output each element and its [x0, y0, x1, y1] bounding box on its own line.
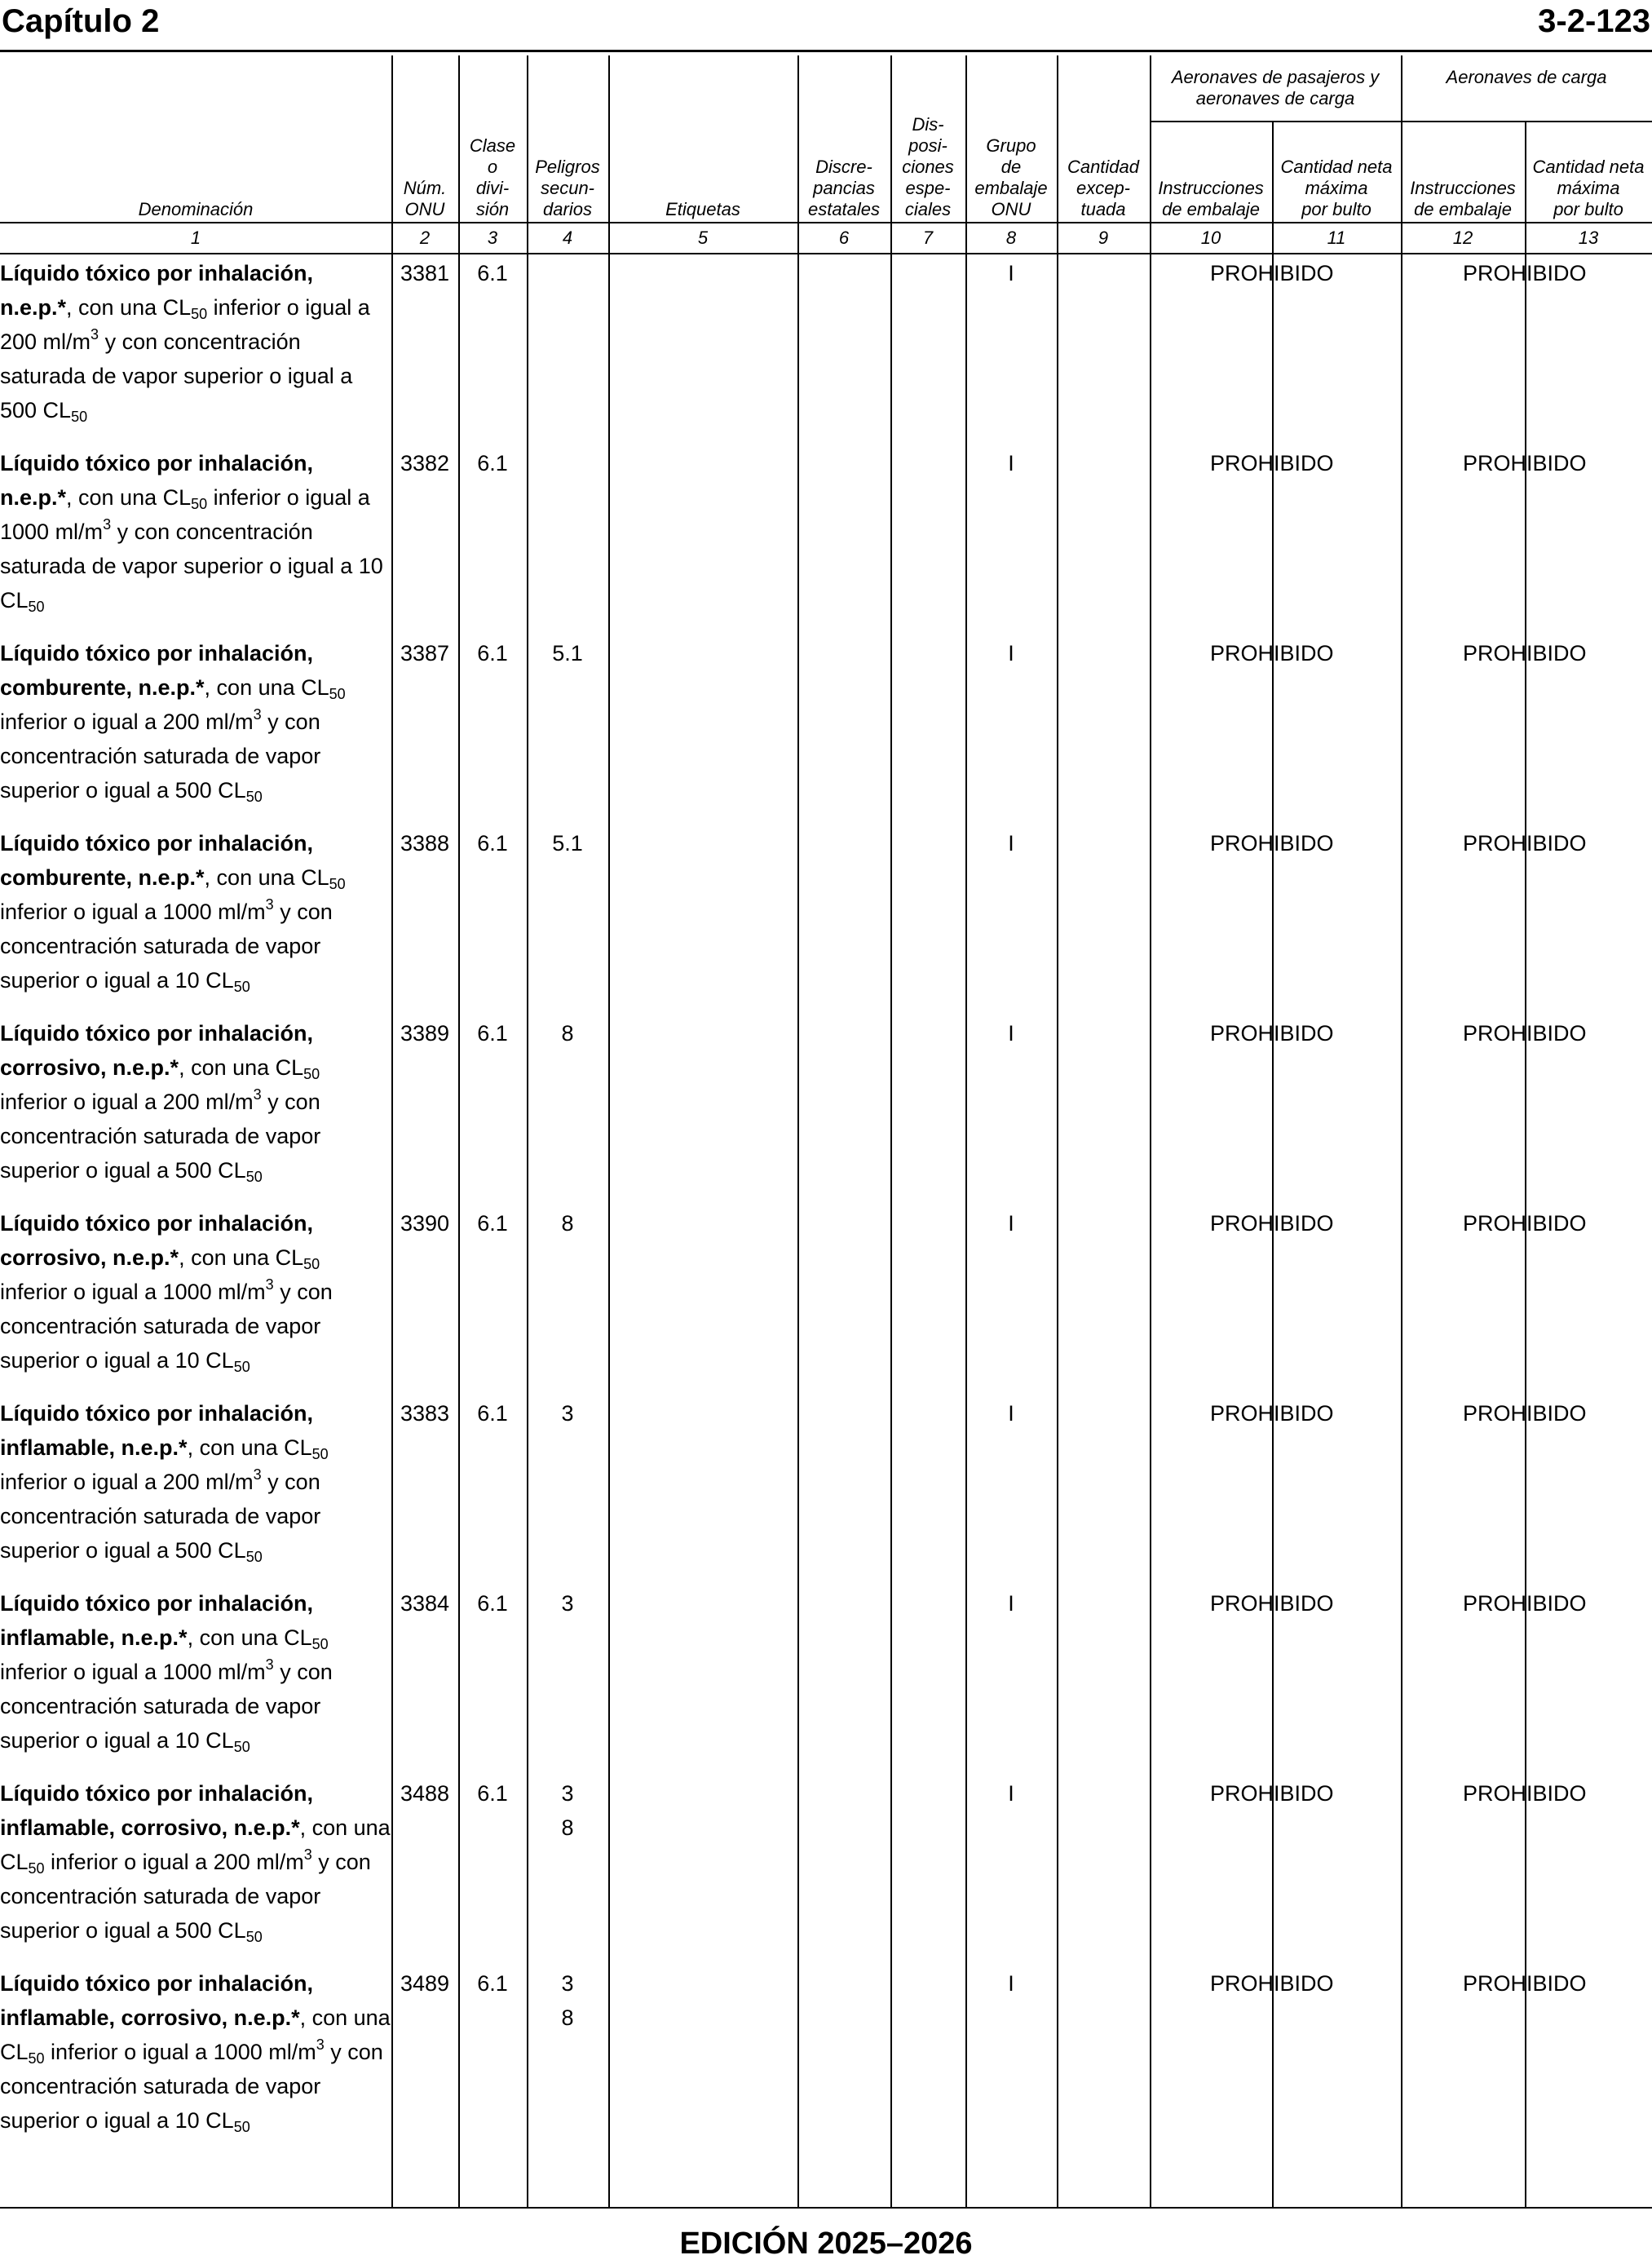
class-cell: 6.1	[477, 1971, 508, 1996]
denominacion-detail: , con una $CL_{50}$ inferior o igual a 200 $ml/m^3$ y con concentración saturada de vapor superior o igual a 500 $CL_{50}$	[0, 295, 370, 425]
table-row	[0, 1206, 1652, 1396]
class-cell: 6.1	[477, 1591, 508, 1616]
denominacion-cell	[0, 1776, 391, 1948]
col-number-9: 9	[1098, 228, 1109, 248]
denominacion-cell	[0, 256, 391, 427]
denominacion-cell	[0, 1016, 391, 1187]
col-header-cantidad-exceptuada: Cantidad excep- tuada	[1067, 157, 1140, 219]
col-header-etiquetas: Etiquetas	[665, 199, 740, 219]
un-number-cell: 3384	[400, 1591, 450, 1616]
cargo-aircraft-status: PROHIBIDO	[1463, 831, 1587, 856]
class-cell: 6.1	[477, 1401, 508, 1426]
packing-group-cell: I	[1008, 1401, 1014, 1426]
col-number-1: 1	[190, 228, 201, 248]
un-number-cell: 3382	[400, 451, 450, 475]
denominacion-name: Líquido tóxico por inhalación, comburente, n.e.p.*	[0, 831, 313, 890]
denominacion-detail: , con una $CL_{50}$ inferior o igual a 1000 $ml/m^3$ y con concentración saturada de vapor superior o igual a 10 $CL_{50}$	[0, 2005, 391, 2135]
subsidiary-hazard-1: 3	[561, 1591, 574, 1616]
subsidiary-hazard-1: 3	[561, 1971, 574, 1996]
class-cell: 6.1	[477, 831, 508, 856]
denominacion-detail: , con una $CL_{50}$ inferior o igual a 1000 $ml/m^3$ y con concentración saturada de vapor superior o igual a 10 $CL_{50}$	[0, 485, 383, 615]
class-cell: 6.1	[477, 261, 508, 285]
un-number-cell: 3388	[400, 831, 450, 856]
denominacion-cell	[0, 1966, 391, 2138]
un-number-cell: 3381	[400, 261, 450, 285]
packing-group-cell: I	[1008, 1021, 1014, 1046]
packing-group-cell: I	[1008, 1781, 1014, 1806]
col-header-disposiciones: Dis- posi- ciones espe- ciales	[902, 114, 954, 219]
table-row	[0, 1776, 1652, 1966]
subsidiary-hazard-cell	[527, 1966, 608, 2035]
col-number-2: 2	[419, 228, 431, 248]
col-header-num-onu: Núm. ONU	[403, 178, 447, 219]
group-passenger-aircraft: Aeronaves de pasajeros y aeronaves de carga	[1171, 67, 1380, 108]
col-number-8: 8	[1005, 228, 1017, 248]
subsidiary-hazard-cell	[527, 1016, 608, 1050]
subsidiary-hazard-cell	[527, 636, 608, 670]
table-row	[0, 446, 1652, 636]
denominacion-detail: , con una $CL_{50}$ inferior o igual a 200 $ml/m^3$ y con concentración saturada de vapor superior o igual a 500 $CL_{50}$	[0, 675, 346, 805]
subsidiary-hazard-2: 8	[561, 2005, 574, 2030]
cargo-aircraft-status: PROHIBIDO	[1463, 1401, 1587, 1426]
table-row	[0, 1966, 1652, 2156]
packing-group-cell: I	[1008, 1971, 1014, 1996]
table-row	[0, 636, 1652, 826]
table-row	[0, 256, 1652, 446]
packing-group-cell: I	[1008, 1211, 1014, 1236]
un-number-cell: 3488	[400, 1781, 450, 1806]
class-cell: 6.1	[477, 1781, 508, 1806]
un-number-cell: 3489	[400, 1971, 450, 1996]
table-row	[0, 1586, 1652, 1776]
col-number-7: 7	[922, 228, 934, 248]
table-row	[0, 826, 1652, 1016]
subsidiary-hazard-1: 5.1	[552, 641, 583, 665]
page-footer	[0, 2207, 1652, 2264]
packing-group-cell: I	[1008, 1591, 1014, 1616]
denominacion-cell	[0, 1206, 391, 1377]
denominacion-cell	[0, 636, 391, 807]
cargo-aircraft-status: PROHIBIDO	[1463, 1781, 1587, 1806]
denominacion-detail: , con una $CL_{50}$ inferior o igual a 200 $ml/m^3$ y con concentración saturada de vapor superior o igual a 500 $CL_{50}$	[0, 1435, 329, 1565]
passenger-aircraft-status: PROHIBIDO	[1210, 831, 1334, 856]
passenger-aircraft-status: PROHIBIDO	[1210, 261, 1334, 285]
denominacion-cell	[0, 446, 391, 617]
subsidiary-hazard-2: 8	[561, 1815, 574, 1840]
subsidiary-hazard-1: 3	[561, 1781, 574, 1806]
subsidiary-hazard-cell	[527, 1396, 608, 1430]
col-header-instrucciones-cao: Instrucciones de embalaje	[1410, 178, 1516, 219]
denominacion-cell	[0, 826, 391, 997]
cargo-aircraft-status: PROHIBIDO	[1463, 1021, 1587, 1046]
col-number-4: 4	[562, 228, 573, 248]
un-number-cell: 3387	[400, 641, 450, 665]
col-header-peligros: Peligros secun- darios	[535, 157, 600, 219]
denominacion-name: Líquido tóxico por inhalación, n.e.p.*	[0, 451, 313, 510]
col-header-denominacion: Denominación	[138, 199, 254, 219]
subsidiary-hazard-cell	[527, 1586, 608, 1621]
denominacion-name: Líquido tóxico por inhalación, inflamable, n.e.p.*	[0, 1401, 313, 1460]
un-number-cell: 3389	[400, 1021, 450, 1046]
cargo-aircraft-status: PROHIBIDO	[1463, 641, 1587, 665]
cargo-aircraft-status: PROHIBIDO	[1463, 1591, 1587, 1616]
denominacion-name: Líquido tóxico por inhalación, n.e.p.*	[0, 261, 313, 320]
table-row	[0, 1016, 1652, 1206]
passenger-aircraft-status: PROHIBIDO	[1210, 1591, 1334, 1616]
denominacion-name: Líquido tóxico por inhalación, comburente, n.e.p.*	[0, 641, 313, 700]
denominacion-name: Líquido tóxico por inhalación, inflamable, corrosivo, n.e.p.*	[0, 1781, 313, 1840]
col-header-clase: Clase o divi- sión	[469, 135, 516, 219]
class-cell: 6.1	[477, 641, 508, 665]
col-number-12: 12	[1452, 228, 1473, 248]
subsidiary-hazard-cell	[527, 1206, 608, 1240]
class-cell: 6.1	[477, 1021, 508, 1046]
cargo-aircraft-status: PROHIBIDO	[1463, 1211, 1587, 1236]
subsidiary-hazard-1: 8	[561, 1211, 574, 1236]
denominacion-name: Líquido tóxico por inhalación, corrosivo, n.e.p.*	[0, 1211, 313, 1270]
packing-group-cell: I	[1008, 261, 1014, 285]
cargo-aircraft-status: PROHIBIDO	[1463, 1971, 1587, 1996]
subsidiary-hazard-1: 3	[561, 1401, 574, 1426]
col-header-cantidad-neta-cao: Cantidad neta máxima por bulto	[1532, 157, 1645, 219]
col-header-discrepancias: Discre- pancias estatales	[807, 157, 881, 219]
subsidiary-hazard-cell	[527, 826, 608, 860]
group-cargo-aircraft: Aeronaves de carga	[1446, 67, 1607, 87]
page-header	[0, 0, 1652, 52]
passenger-aircraft-status: PROHIBIDO	[1210, 451, 1334, 475]
subsidiary-hazard-cell	[527, 1776, 608, 1845]
denominacion-detail: , con una $CL_{50}$ inferior o igual a 1000 $ml/m^3$ y con concentración saturada de vapor superior o igual a 10 $CL_{50}$	[0, 865, 346, 995]
table-row	[0, 1396, 1652, 1586]
denominacion-name: Líquido tóxico por inhalación, corrosivo, n.e.p.*	[0, 1021, 313, 1080]
packing-group-cell: I	[1008, 641, 1014, 665]
col-header-cantidad-neta-pax: Cantidad neta máxima por bulto	[1280, 157, 1393, 219]
subsidiary-hazard-1: 5.1	[552, 831, 583, 856]
denominacion-name: Líquido tóxico por inhalación, inflamable, corrosivo, n.e.p.*	[0, 1971, 313, 2030]
denominacion-detail: , con una $CL_{50}$ inferior o igual a 1000 $ml/m^3$ y con concentración saturada de vapor superior o igual a 10 $CL_{50}$	[0, 1245, 333, 1375]
denominacion-detail: , con una $CL_{50}$ inferior o igual a 200 $ml/m^3$ y con concentración saturada de vapor superior o igual a 500 $CL_{50}$	[0, 1815, 391, 1945]
cargo-aircraft-status: PROHIBIDO	[1463, 451, 1587, 475]
denominacion-detail: , con una $CL_{50}$ inferior o igual a 1000 $ml/m^3$ y con concentración saturada de vapor superior o igual a 10 $CL_{50}$	[0, 1625, 333, 1755]
col-header-instrucciones-pax: Instrucciones de embalaje	[1158, 178, 1264, 219]
dangerous-goods-table	[0, 52, 1652, 2207]
col-number-11: 11	[1327, 228, 1346, 248]
denominacion-cell	[0, 1586, 391, 1758]
chapter-title: Capítulo 2	[2, 3, 160, 39]
page-number: 3-2-123	[1538, 3, 1650, 39]
denominacion-name: Líquido tóxico por inhalación, inflamable, n.e.p.*	[0, 1591, 313, 1650]
subsidiary-hazard-1: 8	[561, 1021, 574, 1046]
passenger-aircraft-status: PROHIBIDO	[1210, 1401, 1334, 1426]
cargo-aircraft-status: PROHIBIDO	[1463, 261, 1587, 285]
denominacion-detail: , con una $CL_{50}$ inferior o igual a 200 $ml/m^3$ y con concentración saturada de vapor superior o igual a 500 $CL_{50}$	[0, 1055, 321, 1185]
class-cell: 6.1	[477, 451, 508, 475]
packing-group-cell: I	[1008, 831, 1014, 856]
passenger-aircraft-status: PROHIBIDO	[1210, 1971, 1334, 1996]
col-number-10: 10	[1200, 228, 1221, 248]
un-number-cell: 3390	[400, 1211, 450, 1236]
passenger-aircraft-status: PROHIBIDO	[1210, 1021, 1334, 1046]
edition-label: EDICIÓN 2025–2026	[679, 2226, 973, 2261]
passenger-aircraft-status: PROHIBIDO	[1210, 1211, 1334, 1236]
col-number-5: 5	[697, 228, 709, 248]
passenger-aircraft-status: PROHIBIDO	[1210, 641, 1334, 665]
un-number-cell: 3383	[400, 1401, 450, 1426]
col-number-6: 6	[838, 228, 850, 248]
col-header-grupo-embalaje: Grupo de embalaje ONU	[974, 135, 1048, 219]
class-cell: 6.1	[477, 1211, 508, 1236]
packing-group-cell: I	[1008, 451, 1014, 475]
passenger-aircraft-status: PROHIBIDO	[1210, 1781, 1334, 1806]
denominacion-cell	[0, 1396, 391, 1568]
col-number-13: 13	[1578, 228, 1599, 248]
col-number-3: 3	[487, 228, 498, 248]
